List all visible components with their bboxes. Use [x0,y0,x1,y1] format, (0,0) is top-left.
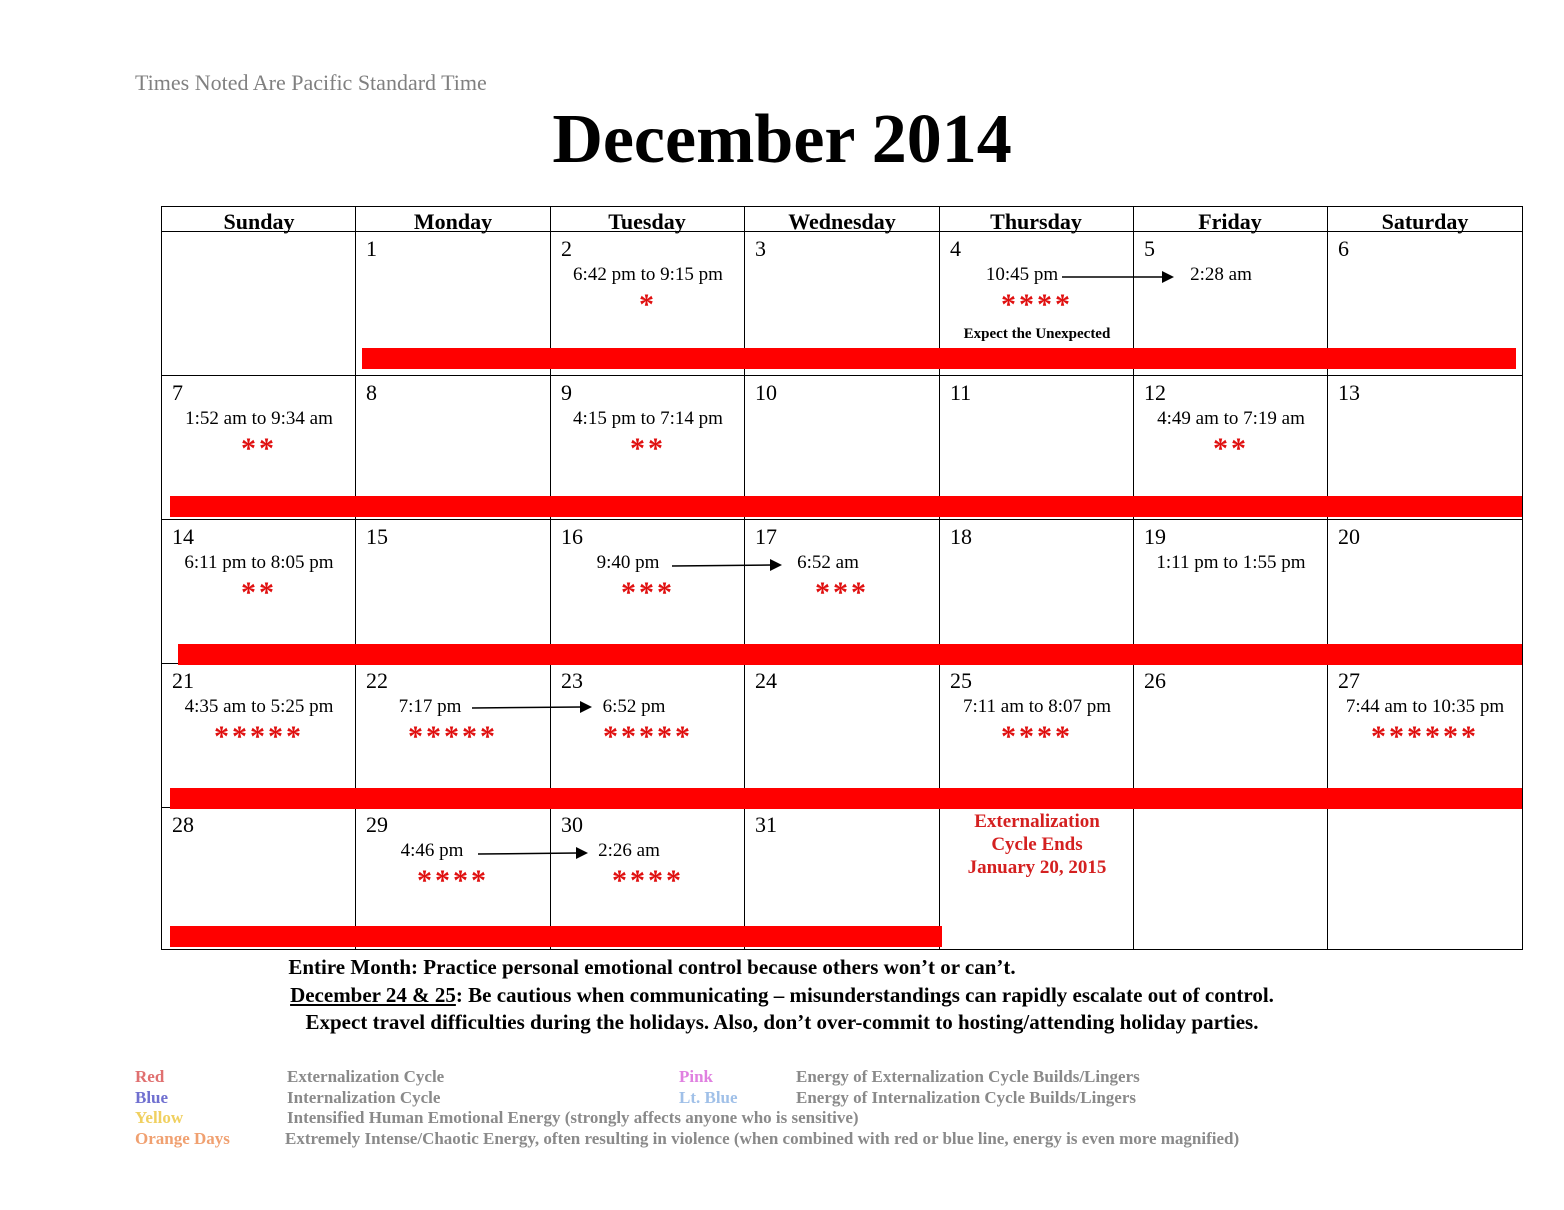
time-range: 4:49 am to 7:19 am [1157,408,1305,429]
intensity-stars: *** [621,576,675,609]
day-number: 24 [755,668,777,693]
day-number: 11 [950,380,972,405]
time-end: 2:26 am [598,840,660,861]
day-note: Expect the Unexpected [963,326,1111,342]
time-range: 6:11 pm to 8:05 pm [184,552,334,573]
intensity-stars: **** [417,864,489,897]
intensity-stars: **** [612,864,684,897]
day-cell-21 [162,664,356,807]
externalization-cycle-bar [178,644,1522,665]
footer-line-2 [0,982,1564,1009]
time-start: 9:40 pm [596,552,660,573]
day-number: 29 [366,812,388,837]
arrow-right-icon [462,695,602,719]
legend-ltblue-desc: Energy of Internalization Cycle Builds/Lingers [796,1088,1136,1107]
calendar-grid [161,206,1523,950]
legend-yellow-label: Yellow [135,1108,184,1127]
legend-orange-desc: Extremely Intense/Chaotic Energy, often resulting in violence (when combined with red or blue line, energy is even more magnified) [285,1129,1240,1148]
day-cell-20 [1328,520,1522,663]
day-cell-27 [1328,664,1522,807]
time-start: 10:45 pm [985,264,1059,285]
time-end: 6:52 pm [602,696,666,717]
day-number: 1 [366,236,377,261]
day-number: 3 [755,236,766,261]
weekday-sunday: Sunday [223,209,295,234]
day-number: 13 [1338,380,1360,405]
time-start: 7:17 pm [398,696,462,717]
day-number: 21 [172,668,194,693]
day-number: 28 [172,812,194,837]
day-cell-15 [356,520,550,663]
day-number: 15 [366,524,388,549]
day-cell-14 [162,520,356,663]
day-cell-16 [551,520,745,663]
legend-red-desc: Externalization Cycle [287,1067,445,1086]
weekday-wednesday: Wednesday [788,209,896,234]
timezone-note: Times Noted Are Pacific Standard Time [135,70,487,95]
arrow-right-icon [1052,265,1182,289]
day-cell-23 [551,664,745,807]
day-number: 23 [561,668,583,693]
externalization-cycle-bar [170,496,1522,517]
intensity-stars: ***** [408,720,498,753]
footer-line-1: Entire Month: Practice personal emotional control because others won’t or can’t. [288,955,1016,979]
day-number: 19 [1144,524,1166,549]
intensity-stars: ****** [1371,720,1479,753]
footer-date-label: December 24 & 25 [290,983,456,1007]
externalization-line-2: Cycle Ends [991,834,1083,855]
day-number: 18 [950,524,972,549]
externalization-note [940,808,1134,949]
time-range: 7:44 am to 10:35 pm [1345,696,1505,717]
externalization-line-3: January 20, 2015 [967,857,1107,878]
intensity-stars: **** [1001,288,1073,321]
legend-pink-desc: Energy of Externalization Cycle Builds/Lingers [796,1067,1140,1086]
day-number: 16 [561,524,583,549]
day-number: 12 [1144,380,1166,405]
day-number: 30 [561,812,583,837]
day-number: 25 [950,668,972,693]
day-cell-17 [745,520,939,663]
weekday-friday: Friday [1198,209,1262,234]
intensity-stars: **** [1001,720,1073,753]
intensity-stars: ** [630,432,666,465]
intensity-stars: ***** [603,720,693,753]
day-number: 14 [172,524,194,549]
weekday-monday: Monday [413,209,493,234]
time-range: 4:35 am to 5:25 pm [184,696,334,717]
time-range: 1:11 pm to 1:55 pm [1156,552,1306,573]
legend-orange-label: Orange Days [135,1129,230,1148]
legend-blue-label: Blue [135,1088,169,1107]
externalization-note-text [940,810,1134,879]
time-start: 4:46 pm [400,840,464,861]
day-number: 6 [1338,236,1349,261]
day-number: 17 [755,524,777,549]
day-number: 20 [1338,524,1360,549]
day-number: 2 [561,236,572,261]
page-title: December 2014 [552,101,1012,178]
day-number: 9 [561,380,572,405]
weekday-saturday: Saturday [1381,209,1469,234]
day-cell-25 [940,664,1134,807]
intensity-stars: ** [241,432,277,465]
day-number: 27 [1338,668,1360,693]
day-number: 5 [1144,236,1155,261]
day-number: 22 [366,668,388,693]
time-end: 6:52 am [797,552,859,573]
externalization-cycle-bar [362,348,1516,369]
externalization-cycle-bar [170,788,1522,809]
legend-blue-desc: Internalization Cycle [287,1088,441,1107]
day-number: 10 [755,380,777,405]
intensity-stars: * [639,288,657,321]
day-number: 7 [172,380,183,405]
intensity-stars: *** [815,576,869,609]
day-cell-22 [356,664,550,807]
footer-line-2-text: : Be cautious when communicating – misunderstandings can rapidly escalate out of control. [455,983,1274,1007]
intensity-stars: ** [1213,432,1249,465]
day-cell-19 [1134,520,1328,663]
legend-pink-label: Pink [679,1067,714,1086]
legend-red-label: Red [135,1067,165,1086]
externalization-line-1: Externalization [974,811,1100,832]
time-range: 7:11 am to 8:07 pm [962,696,1112,717]
day-cell-26 [1134,664,1328,807]
time-range: 1:52 am to 9:34 am [185,408,333,429]
legend-yellow-desc: Intensified Human Emotional Energy (strongly affects anyone who is sensitive) [287,1108,859,1127]
day-cell-24 [745,664,939,807]
intensity-stars: ***** [214,720,304,753]
arrow-right-icon [662,553,792,577]
day-number: 26 [1144,668,1166,693]
day-number: 8 [366,380,377,405]
time-range: 4:15 pm to 7:14 pm [573,408,723,429]
weekday-tuesday: Tuesday [608,209,686,234]
intensity-stars: ** [241,576,277,609]
footer-line-3: Expect travel difficulties during the holidays. Also, don’t over-commit to hosting/attending holiday parties. [305,1010,1259,1034]
day-number: 4 [950,236,961,261]
time-range: 6:42 pm to 9:15 pm [573,264,723,285]
day-number: 31 [755,812,777,837]
time-end: 2:28 am [1190,264,1252,285]
externalization-cycle-bar [170,926,942,947]
arrow-right-icon [470,841,600,865]
legend-ltblue-label: Lt. Blue [679,1088,738,1107]
day-cell-18 [940,520,1134,663]
weekday-thursday: Thursday [990,209,1082,234]
